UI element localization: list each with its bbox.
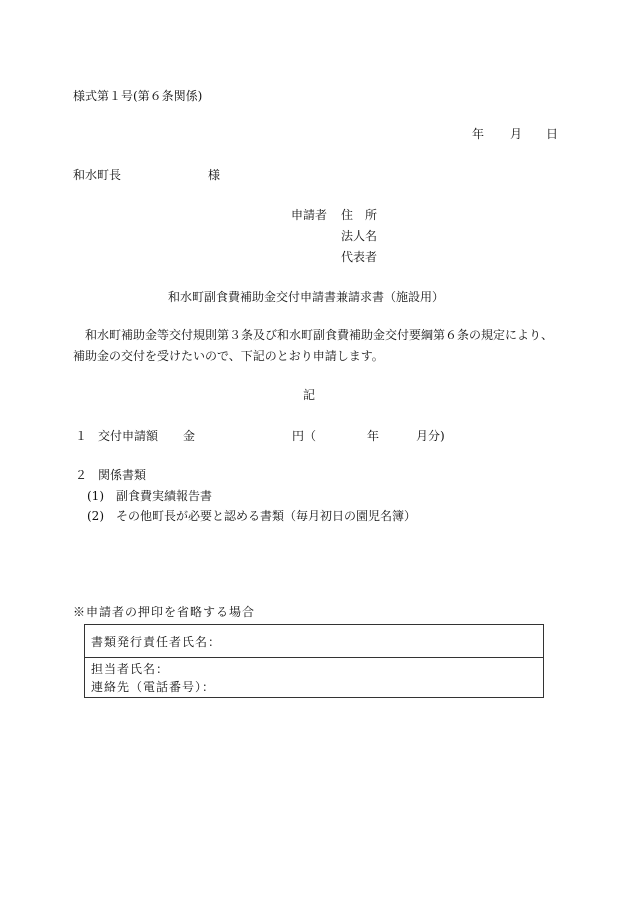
applicant-label: 申請者	[291, 208, 328, 222]
item-2-sub-2: (2) その他町長が必要と認める書類（毎月初日の園児名簿）	[87, 509, 417, 523]
addressee-name: 和水町長	[73, 168, 122, 182]
addressee-honorific: 様	[208, 168, 221, 182]
body-line-2: 補助金の交付を受けたいので、下記のとおり申請します。	[73, 349, 384, 363]
responsible-person-field: 書類発行責任者氏名：	[91, 635, 222, 649]
item-2-number: ２	[75, 468, 88, 482]
applicant-address: 住 所	[341, 208, 378, 222]
item-1-label: 交付申請額	[98, 429, 159, 443]
seal-omission-table	[84, 624, 544, 698]
date-day: 日	[546, 127, 559, 141]
phone-number-field: 連絡先（電話番号）：	[91, 680, 216, 694]
item-1-month: 月分)	[416, 429, 445, 443]
item-1-yen: 円（	[292, 429, 317, 443]
seal-table-row-1	[85, 625, 543, 658]
date-year: 年	[472, 127, 485, 141]
applicant-corporation: 法人名	[341, 229, 378, 243]
item-1-number: １	[75, 429, 88, 443]
item-2-sub-1: (1) 副食費実績報告書	[87, 489, 212, 503]
item-1-kin: 金	[183, 429, 196, 443]
seal-note-heading: ※申請者の押印を省略する場合	[73, 605, 256, 619]
ki-heading: 記	[303, 388, 316, 402]
form-number: 様式第１号(第６条関係)	[73, 89, 203, 103]
applicant-representative: 代表者	[341, 250, 378, 264]
document-title: 和水町副食費補助金交付申請書兼請求書（施設用）	[168, 290, 445, 304]
item-2-label: 関係書類	[98, 468, 147, 482]
date-month: 月	[510, 127, 523, 141]
item-1-year: 年	[367, 429, 380, 443]
contact-person-field: 担当者氏名：	[91, 662, 170, 676]
body-line-1: 和水町補助金等交付規則第３条及び和水町副食費補助金交付要綱第６条の規定により、	[85, 328, 554, 342]
